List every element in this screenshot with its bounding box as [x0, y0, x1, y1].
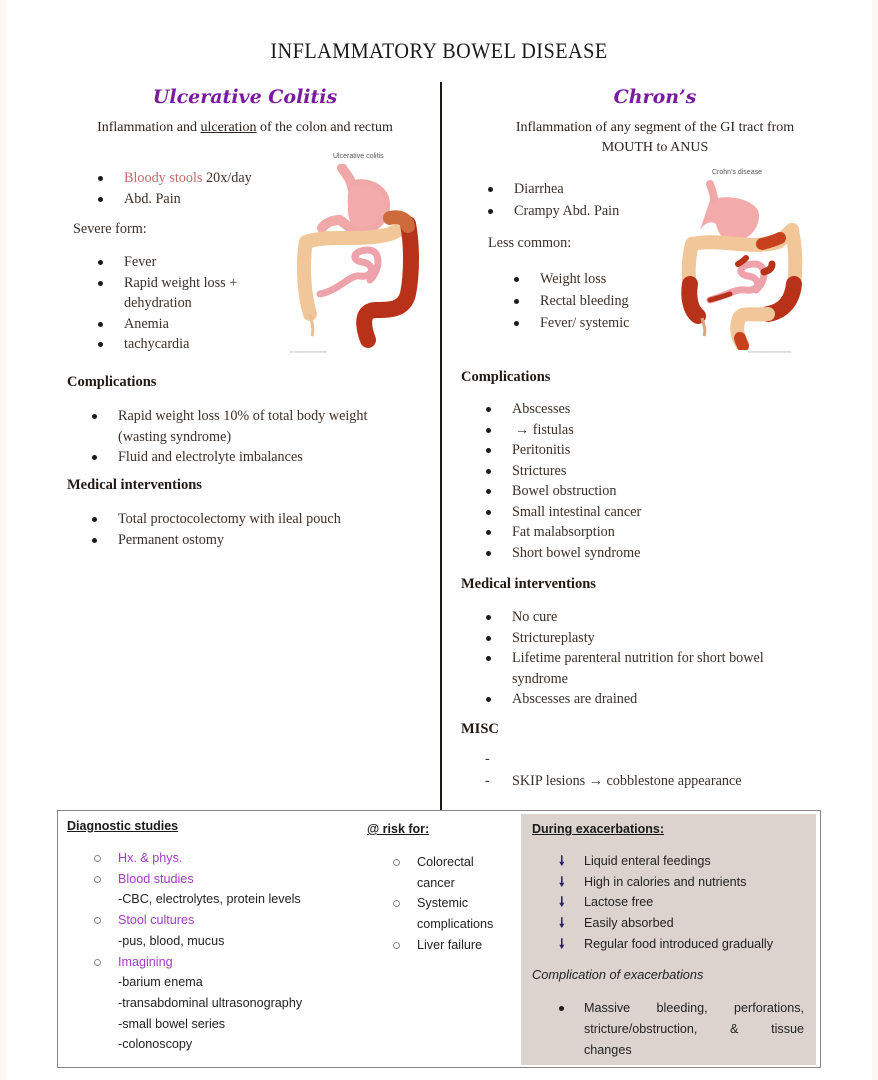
- crohns-complication-item: [512, 522, 641, 543]
- bullet-icon: [514, 321, 519, 326]
- uc-severe-item: [124, 273, 237, 294]
- down-arrow-bullet-icon: 🠗: [559, 894, 565, 910]
- diagnostic-item-label: Hx. & phys.: [118, 851, 183, 865]
- risk-item-text: Systemic: [417, 896, 469, 911]
- diagnostic-detail: [118, 889, 302, 910]
- bullet-icon: [559, 1006, 564, 1011]
- uc-severe-text: Anemia: [124, 315, 169, 332]
- uc-complication-item: [118, 406, 367, 427]
- diagnostic-item: [118, 848, 302, 869]
- uc-severe-item-cont: [124, 293, 237, 314]
- crohns-symptom-list: [514, 178, 619, 222]
- bullet-icon: [98, 281, 103, 286]
- uc-severe-item: [124, 252, 237, 273]
- diagnostic-detail-text: -colonoscopy: [118, 1037, 193, 1052]
- uc-subtitle: [50, 118, 440, 138]
- uc-interventions-heading: Medical interventions: [67, 477, 202, 493]
- crohns-figure-credit: ━━━━━━━━━━━━━━━━━━━━━━━━: [748, 350, 792, 354]
- exacerbation-item: [559, 934, 774, 955]
- diagnostic-item-label: Stool cultures: [118, 913, 195, 928]
- diagnostic-item-label: Blood studies: [118, 871, 194, 886]
- crohns-less-common-text: Weight loss: [540, 271, 607, 287]
- uc-symptom-list: [124, 168, 252, 209]
- risk-item: [417, 893, 493, 914]
- crohns-complication-item: [512, 543, 641, 564]
- crohns-intervention-item: [512, 648, 764, 669]
- diagnostic-item: [118, 910, 302, 931]
- uc-severe-list: [124, 252, 237, 355]
- complication-line: stricture/obstruction, & tissue: [584, 1022, 804, 1036]
- crohns-subtitle-line2: MOUTH to ANUS: [601, 140, 709, 155]
- bullet-icon: [486, 407, 491, 412]
- uc-complications-heading: Complications: [67, 374, 157, 390]
- exacerbation-item: [559, 913, 773, 934]
- column-divider: [440, 82, 442, 810]
- bullet-icon: [98, 260, 103, 265]
- exacerbations-list: [559, 851, 774, 955]
- uc-severe-item: [124, 314, 237, 335]
- crohns-complication-item: [512, 399, 641, 420]
- crohns-interventions-list: [512, 607, 764, 710]
- crohns-intervention-text: No cure: [512, 609, 558, 625]
- risk-heading: @ risk for:: [367, 822, 430, 836]
- uc-complication-text: Rapid weight loss 10% of total body weight: [118, 408, 368, 424]
- bullet-icon: [488, 187, 493, 192]
- page-title: INFLAMMATORY BOWEL DISEASE: [270, 38, 608, 63]
- crohns-less-common-text: Rectal bleeding: [540, 293, 629, 309]
- crohns-intervention-item: [512, 628, 764, 649]
- crohns-less-common-text: Fever/ systemic: [540, 315, 630, 331]
- risk-item-text: Liver failure: [417, 937, 483, 952]
- bullet-icon: [488, 209, 493, 214]
- uc-intervention-item: [118, 530, 341, 551]
- circle-bullet-icon: [94, 855, 101, 862]
- uc-complication-text: Fluid and electrolyte imbalances: [118, 449, 303, 465]
- uc-intervention-text: Permanent ostomy: [118, 531, 224, 548]
- risk-item: [417, 852, 493, 873]
- risk-item-cont: [417, 873, 493, 894]
- bullet-icon: [486, 530, 491, 535]
- exacerbation-item: [559, 892, 773, 913]
- diagnostic-detail: [118, 1034, 302, 1055]
- exacerbation-item: [559, 872, 773, 893]
- risk-item-text: cancer: [417, 875, 455, 890]
- complication-of-exacerbations-item: [584, 998, 804, 1061]
- exacerbations-heading: During exacerbations:: [532, 822, 664, 836]
- circle-bullet-icon: [393, 859, 400, 866]
- circle-bullet-icon: [94, 876, 101, 883]
- crohns-complication-text: Strictures: [512, 462, 567, 479]
- crohns-subtitle-line1: Inflammation of any segment of the GI tract from: [515, 120, 795, 135]
- crohns-less-common-item: [540, 268, 629, 290]
- risk-item-text: Colorectal: [417, 855, 474, 869]
- exacerbation-item-text: High in calories and nutrients: [584, 874, 747, 889]
- uc-complication-item: [118, 447, 367, 468]
- crohns-intervention-text: syndrome: [512, 670, 568, 687]
- bullet-icon: [486, 656, 491, 661]
- diagnostic-list: [118, 848, 302, 1055]
- crohns-complication-text: Abscesses: [512, 401, 571, 417]
- uc-symptom: [124, 168, 252, 189]
- crohns-subtitle: [450, 118, 860, 158]
- exacerbation-item-text: Easily absorbed: [584, 916, 674, 931]
- uc-severe-text: dehydration: [124, 295, 192, 311]
- bullet-icon: [92, 538, 97, 543]
- uc-severe-text: Rapid weight loss +: [124, 274, 238, 291]
- crohns-less-common-item: [540, 312, 629, 334]
- bullet-icon: [486, 636, 491, 641]
- crohns-complication-text: Bowel obstruction: [512, 483, 617, 499]
- diagnostic-detail: [118, 1014, 302, 1035]
- uc-figure-credit: ━━ ━━━━━━━━━━━━━━━━━━: [290, 350, 327, 354]
- uc-intervention-text: Total proctocolectomy with ileal pouch: [118, 511, 341, 527]
- uc-intervention-item: [118, 509, 341, 530]
- crohns-intervention-text: Abscesses are drained: [512, 691, 638, 707]
- diagnostic-detail-text: -CBC, electrolytes, protein levels: [118, 892, 301, 907]
- crohns-heading: Chron’s: [613, 86, 697, 108]
- diagnostic-detail: [118, 972, 302, 993]
- uc-colon-illustration: [290, 164, 430, 354]
- uc-complication-item-cont: [118, 427, 367, 448]
- crohns-complication-item: [512, 502, 641, 523]
- uc-severe-label: Severe form:: [73, 221, 147, 237]
- diagnostic-detail-text: -pus, blood, mucus: [118, 933, 225, 948]
- uc-symptom-text: Abd. Pain: [124, 190, 181, 207]
- crohns-complication-item: [512, 440, 641, 461]
- bullet-icon: [486, 615, 491, 620]
- bullet-icon: [92, 517, 97, 522]
- uc-complications-list: [118, 406, 367, 468]
- exacerbation-item-text: Regular food introduced gradually: [584, 936, 774, 951]
- uc-figure-caption: Ulcerative colitis: [333, 153, 384, 160]
- crohns-complication-text: Short bowel syndrome: [512, 544, 641, 561]
- diagnostic-detail: [118, 993, 302, 1014]
- risk-list: [417, 852, 493, 956]
- bullet-icon: [486, 448, 491, 453]
- uc-severe-text: tachycardia: [124, 336, 190, 352]
- crohns-complication-item: [512, 461, 641, 482]
- diagnostic-detail-text: -transabdominal ultrasonography: [118, 995, 303, 1010]
- crohns-symptom: [514, 178, 619, 200]
- bullet-icon: [98, 197, 103, 202]
- bullet-icon: [514, 299, 519, 304]
- uc-complication-text: (wasting syndrome): [118, 428, 232, 445]
- exacerbation-item-text: Lactose free: [584, 895, 654, 910]
- circle-bullet-icon: [94, 959, 101, 966]
- down-arrow-bullet-icon: 🠗: [559, 915, 565, 931]
- crohns-complications-list: [512, 399, 641, 563]
- diagnostic-item: [118, 869, 302, 890]
- crohns-figure-caption: Crohn's disease: [712, 169, 762, 176]
- diagnostic-detail: [118, 931, 302, 952]
- exacerbation-item-text: Liquid enteral feedings: [584, 854, 711, 868]
- down-arrow-bullet-icon: 🠗: [559, 935, 565, 951]
- down-arrow-bullet-icon: 🠗: [559, 873, 565, 889]
- risk-item-cont: [417, 914, 493, 935]
- crohns-interventions-heading: Medical interventions: [461, 576, 596, 592]
- circle-bullet-icon: [393, 942, 400, 949]
- complication-line: Massive bleeding, perforations,: [584, 1001, 804, 1015]
- crohns-complication-item: [512, 481, 641, 502]
- diagnostic-detail-text: -small bowel series: [118, 1016, 226, 1031]
- risk-item-text: complications: [417, 917, 494, 932]
- down-arrow-bullet-icon: 🠗: [559, 853, 565, 868]
- bullet-icon: [486, 489, 491, 494]
- diagnostic-item-label: Imagining: [118, 954, 173, 969]
- bullet-icon: [486, 428, 491, 433]
- bullet-icon: [486, 510, 491, 515]
- uc-severe-text: Fever: [124, 254, 157, 270]
- uc-subtitle-underlined: ulceration: [200, 120, 257, 135]
- diagnostic-item: [118, 952, 302, 973]
- misc-dash: -: [485, 773, 490, 789]
- crohns-intervention-text: Lifetime parenteral nutrition for short bowel: [512, 650, 764, 666]
- crohns-symptom: [514, 200, 619, 222]
- crohns-less-common-label: Less common:: [488, 235, 572, 251]
- crohns-intervention-item: [512, 689, 764, 710]
- crohns-symptom-text: Crampy Abd. Pain: [514, 203, 620, 219]
- crohns-misc-heading: MISC: [461, 721, 499, 737]
- bullet-icon: [486, 469, 491, 474]
- crohns-intervention-item: [512, 607, 764, 628]
- crohns-complication-text: Fat malabsorption: [512, 524, 615, 540]
- complication-line: changes: [584, 1043, 632, 1057]
- uc-heading: Ulcerative Colitis: [152, 86, 338, 108]
- crohns-complications-heading: Complications: [461, 369, 551, 385]
- complication-of-exacerbations-heading: Complication of exacerbations: [532, 967, 704, 982]
- uc-severe-item: [124, 334, 237, 355]
- bullet-icon: [98, 342, 103, 347]
- bullet-icon: [514, 277, 519, 282]
- uc-subtitle-post: of the colon and rectum: [256, 120, 393, 135]
- crohns-symptom-text: Diarrhea: [514, 181, 564, 197]
- crohns-complication-text: → fistulas: [515, 421, 574, 438]
- uc-symptom-highlight: Bloody stools: [124, 170, 203, 186]
- bullet-icon: [92, 414, 97, 419]
- crohns-complication-text: Small intestinal cancer: [512, 503, 642, 520]
- bullet-icon: [98, 322, 103, 327]
- diagnostic-detail-text: -barium enema: [118, 975, 203, 990]
- crohns-less-common-list: [540, 268, 629, 334]
- exacerbation-item: [559, 851, 773, 872]
- crohns-less-common-item: [540, 290, 629, 312]
- bullet-icon: [486, 551, 491, 556]
- bullet-icon: [92, 455, 97, 460]
- misc-dash: -: [485, 751, 490, 767]
- crohns-complication-item: [512, 420, 641, 441]
- bullet-icon: [486, 697, 491, 702]
- diagnostic-heading: Diagnostic studies: [67, 819, 179, 833]
- crohns-colon-illustration: [680, 180, 820, 350]
- risk-item: [417, 935, 493, 956]
- uc-symptom-text: 20x/day: [202, 170, 252, 186]
- crohns-intervention-text: Strictureplasty: [512, 629, 595, 646]
- bullet-icon: [98, 176, 103, 181]
- uc-interventions-list: [118, 509, 341, 550]
- uc-subtitle-pre: Inflammation and: [97, 120, 201, 135]
- uc-symptom: [124, 189, 252, 210]
- crohns-complication-text: Peritonitis: [512, 442, 571, 458]
- crohns-intervention-item-cont: [512, 669, 764, 690]
- crohns-misc-item: SKIP lesions → cobblestone appearance: [512, 773, 742, 789]
